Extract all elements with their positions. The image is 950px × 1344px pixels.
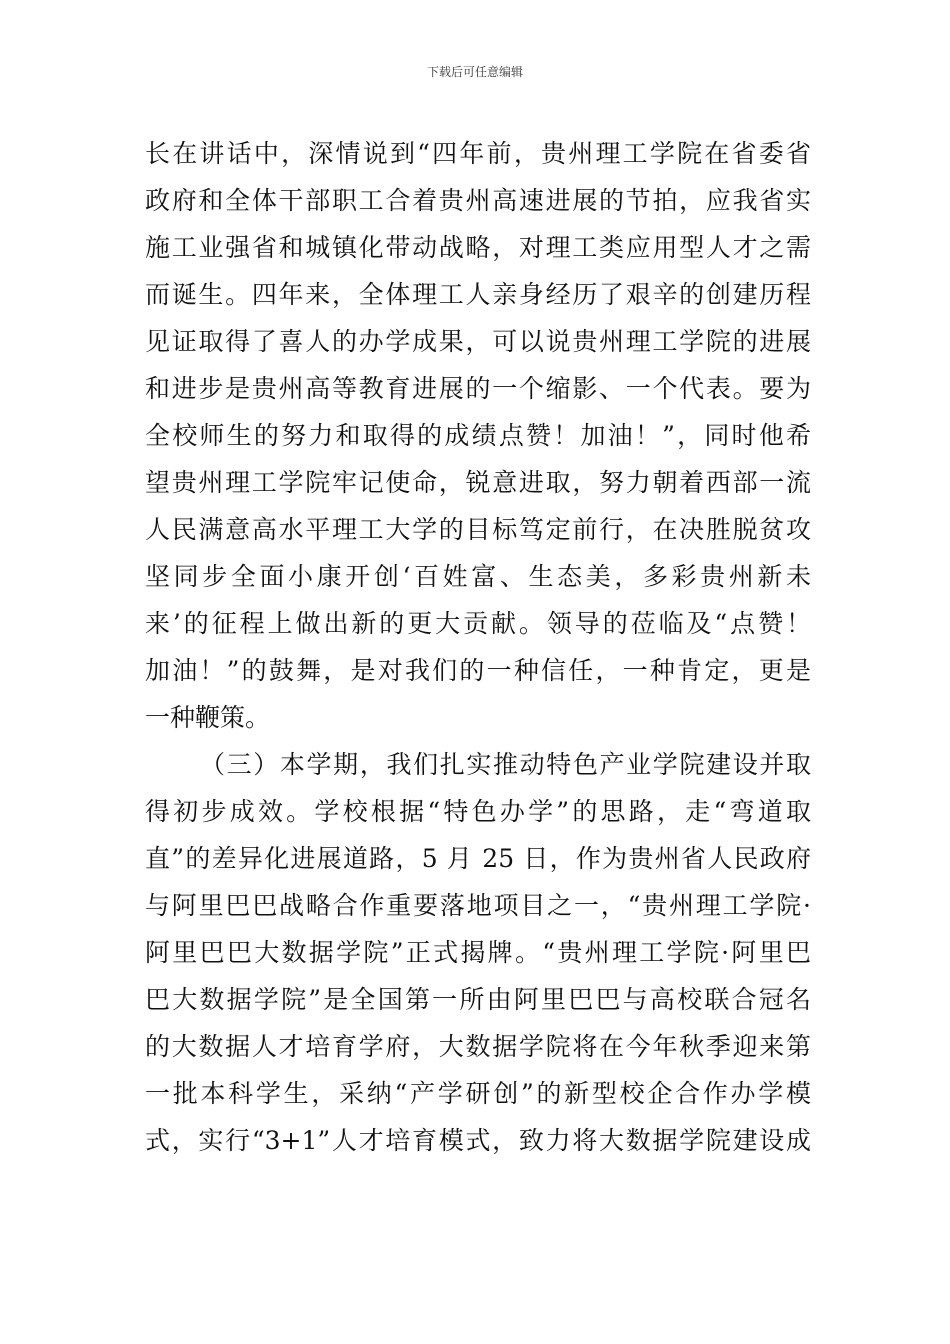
text-line: 见证取得了喜人的办学成果，可以说贵州理工学院的进展 [145, 327, 811, 356]
text-line: 直”的差异化进展道路，5 月 25 日，作为贵州省人民政府 [145, 844, 811, 873]
text-line: 式，实行“3+1”人才培育模式，致力将大数据学院建设成 [145, 1126, 811, 1155]
text-line: 坚同步全面小康开创‘百姓富、生态美，多彩贵州新未 [145, 562, 811, 591]
page-header: 下载后可任意编辑 [426, 65, 523, 79]
text-line: 施工业强省和城镇化带动战略，对理工类应用型人才之需 [145, 233, 811, 262]
text-line: （三）本学期，我们扎实推动特色产业学院建设并取 [200, 750, 811, 779]
text-line: 望贵州理工学院牢记使命，锐意进取，努力朝着西部一流 [145, 468, 811, 497]
text-line: 巴大数据学院”是全国第一所由阿里巴巴与高校联合冠名 [145, 985, 811, 1014]
text-line: 和进步是贵州高等教育进展的一个缩影、一个代表。要为 [145, 374, 811, 403]
document-body [145, 130, 811, 1164]
text-line: 而诞生。四年来，全体理工人亲身经历了艰辛的创建历程 [145, 280, 811, 309]
text-line: 的大数据人才培育学府，大数据学院将在今年秋季迎来第 [145, 1032, 811, 1061]
text-line: 一批本科学生，采纳“产学研创”的新型校企合作办学模 [145, 1079, 811, 1108]
text-line: 来’的征程上做出新的更大贡献。领导的莅临及“点赞！ [145, 609, 811, 638]
text-line: 得初步成效。学校根据“特色办学”的思路，走“弯道取 [145, 797, 811, 826]
paragraph-1 [145, 130, 811, 741]
text-line: 长在讲话中，深情说到“四年前，贵州理工学院在省委省 [145, 139, 811, 168]
text-line: 政府和全体干部职工合着贵州高速进展的节拍，应我省实 [145, 186, 811, 215]
text-line: 一种鞭策。 [145, 703, 271, 732]
text-line: 人民满意高水平理工大学的目标笃定前行，在决胜脱贫攻 [145, 515, 811, 544]
text-line: 加油！”的鼓舞，是对我们的一种信任，一种肯定，更是 [145, 656, 811, 685]
text-line: 全校师生的努力和取得的成绩点赞！加油！”，同时他希 [145, 421, 811, 450]
paragraph-2 [145, 741, 811, 1164]
text-line: 阿里巴巴大数据学院”正式揭牌。“贵州理工学院·阿里巴 [145, 938, 811, 967]
text-line: 与阿里巴巴战略合作重要落地项目之一，“贵州理工学院· [145, 891, 811, 920]
